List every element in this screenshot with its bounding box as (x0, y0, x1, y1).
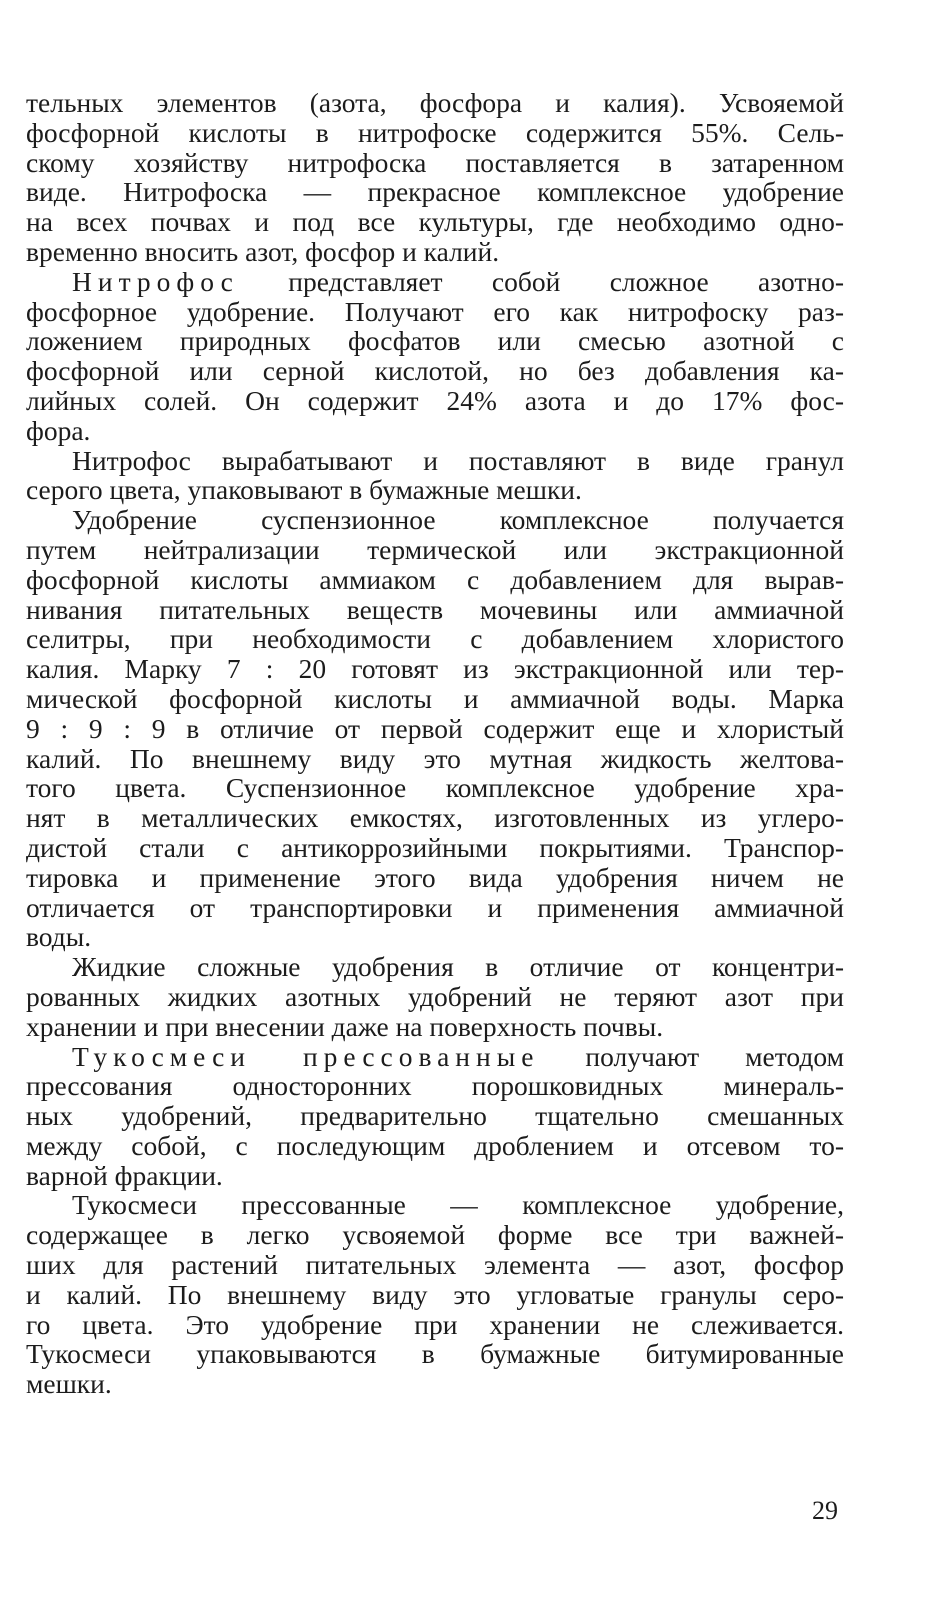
text-line: между собой, с последующим дроблением и отсевом то- (26, 1129, 844, 1161)
text-line: виде. Нитрофоска — прекрасное комплексное удобрение (26, 176, 844, 208)
text-line: Тукосмеси упаковываются в бумажные битумированные (26, 1338, 844, 1370)
text-fragment: представляет собой сложное азотно- (238, 265, 844, 297)
text-line: и калий. По внешнему виду это угловатые гранулы серо- (26, 1278, 844, 1310)
text-line: тировка и применение этого вида удобрения ничем не (26, 861, 844, 893)
text-line: рованных жидких азотных удобрений не теряют азот при (26, 980, 844, 1012)
text-line: ших для растений питательных элемента — азот, фосфор (26, 1249, 844, 1281)
text-line: Нитрофос вырабатывают и поставляют в виде гранул (72, 444, 844, 476)
text-line: на всех почвах и под все культуры, где необходимо одно- (26, 206, 844, 238)
text-line: ложением природных фосфатов или смесью азотной с (26, 325, 844, 357)
text-line: фосфорной кислоты аммиаком с добавлением для вырав- (26, 563, 844, 595)
paragraph (26, 267, 844, 446)
text-line: дистой стали с антикоррозийными покрытиями. Транспор- (26, 831, 844, 863)
text-line (26, 267, 844, 297)
text-line: воды. (26, 921, 92, 953)
text-line: тельных элементов (азота, фосфора и калия). Усвояемой (26, 87, 844, 118)
text-line: серого цвета, упаковывают в бумажные мешки. (26, 474, 582, 506)
text-line: селитры, при необходимости с добавлением хлористого (26, 623, 844, 655)
text-line: прессования односторонних порошковидных минераль- (26, 1070, 844, 1102)
text-line: отличается от транспортировки и применения аммиачной (26, 891, 844, 923)
paragraph (26, 1190, 844, 1399)
paragraph (26, 952, 844, 1041)
text-line: фосфорной или серной кислотой, но без добавления ка- (26, 355, 844, 387)
text-line: лийных солей. Он содержит 24% азота и до 17% фос- (26, 384, 844, 416)
text-line: Жидкие сложные удобрения в отличие от концентри- (72, 951, 844, 983)
text-fragment: получают методом (539, 1040, 844, 1072)
spaced-term: Нитрофос (72, 265, 239, 297)
text-line: го цвета. Это удобрение при хранении не слеживается. (26, 1308, 844, 1340)
text-line: 9 : 9 : 9 в отличие от первой содержит еще и хлористый (26, 712, 844, 744)
paragraph (26, 1042, 844, 1191)
text-line (26, 1042, 844, 1072)
text-line: Удобрение суспензионное комплексное получается (72, 504, 844, 536)
text-line: калий. По внешнему виду это мутная жидкость желтова- (26, 742, 844, 774)
text-line: хранении и при внесении даже на поверхность почвы. (26, 1010, 664, 1042)
text-line: мешки. (26, 1368, 112, 1400)
page-number: 29 (812, 1496, 838, 1525)
page-text (26, 88, 844, 1399)
text-line: путем нейтрализации термической или экстракционной (26, 533, 844, 565)
text-line: варной фракции. (26, 1159, 223, 1191)
text-line: фора. (26, 414, 91, 446)
paragraph (26, 88, 844, 267)
paragraph (26, 446, 844, 506)
text-line: фосфорной кислоты в нитрофоске содержится 55%. Сель- (26, 116, 844, 148)
text-line: того цвета. Суспензионное комплексное удобрение хра- (26, 772, 844, 804)
text-line: временно вносить азот, фосфор и калий. (26, 235, 500, 267)
text-line: Тукосмеси прессованные — комплексное удобрение, (72, 1189, 844, 1221)
spaced-term: Тукосмеси прессованные (72, 1040, 540, 1072)
text-line: фосфорное удобрение. Получают его как нитрофоску раз- (26, 295, 844, 327)
paragraph (26, 505, 844, 952)
text-line: скому хозяйству нитрофоска поставляется в затаренном (26, 146, 844, 178)
text-line: содержащее в легко усвояемой форме все три важней- (26, 1219, 844, 1251)
text-line: нят в металлических емкостях, изготовленных из углеро- (26, 802, 844, 834)
text-line: мической фосфорной кислоты и аммиачной воды. Марка (26, 682, 844, 714)
text-line: ных удобрений, предварительно тщательно смешанных (26, 1100, 844, 1132)
text-line: нивания питательных веществ мочевины или аммиачной (26, 593, 844, 625)
text-line: калия. Марку 7 : 20 готовят из экстракционной или тер- (26, 653, 844, 685)
